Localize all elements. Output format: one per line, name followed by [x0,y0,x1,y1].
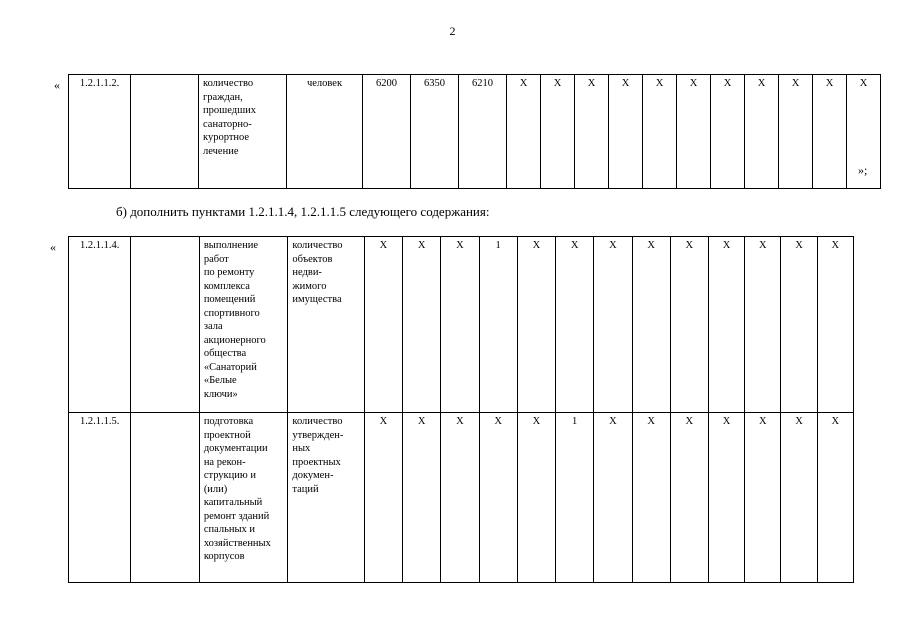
row-value-cell: Х [541,75,575,189]
row-value-cell: Х [711,75,745,189]
row-value-cell: Х [609,75,643,189]
row-blank-cell [131,75,199,189]
table-row [69,237,854,413]
row-name-cell: выполнение работ по ремонту комплекса помещений спортивного зала акционерного общества «Санаторий «Белые ключи» [199,237,288,413]
table-row [69,75,881,189]
row-code-cell: 1.2.1.1.4. [69,237,131,413]
row-value-cell: Х [632,413,670,583]
row-value-cell: Х [643,75,677,189]
row-code-cell: 1.2.1.1.2. [69,75,131,189]
row-value-cell: Х [745,237,781,413]
row-value-cell: Х [670,413,708,583]
close-quote-1: »; [858,163,868,177]
row-value-cell: Х [403,413,441,583]
table-indicators-1 [68,74,881,189]
row-value-cell: 1 [479,237,517,413]
row-blank-cell [131,237,199,413]
open-quote-2: « [50,240,56,254]
row-value-cell: Х [364,413,402,583]
row-unit-cell: человек [287,75,363,189]
row-blank-cell [131,413,199,583]
row-unit-cell: количество утвержден- ных проектных докумен- таций [288,413,364,583]
row-value-cell: Х [632,237,670,413]
row-value-cell: Х [594,237,632,413]
row-value-cell: Х [813,75,847,189]
row-value-cell: Х [745,413,781,583]
row-value-cell: Х [708,413,744,583]
row-value-cell: Х [556,237,594,413]
row-value-cell: Х [575,75,609,189]
row-name-cell: подготовка проектной документации на рекон- струкцию и (или) капитальный ремонт зданий спальных и хозяйственных корпусов [199,413,288,583]
table-row [69,413,854,583]
row-value-cell: Х [479,413,517,583]
row-value-cell: Х [817,413,853,583]
row-value-cell: Х [594,413,632,583]
row-value-cell: Х [364,237,402,413]
row-value-cell: Х [507,75,541,189]
row-value-cell: Х [403,237,441,413]
row-value-cell: Х [745,75,779,189]
amendment-paragraph: б) дополнить пунктами 1.2.1.1.4, 1.2.1.1.5 следующего содержания: [116,204,490,219]
row-value-cell: Х [441,413,479,583]
row-value-cell: 1 [556,413,594,583]
row-name-cell: количество граждан, прошедших санаторно- курортное лечение [199,75,287,189]
row-value-cell: Х [677,75,711,189]
row-unit-cell: количество объектов недви- жимого имущества [288,237,364,413]
row-value-cell: Х [441,237,479,413]
row-value-cell: Х [781,413,817,583]
row-code-cell: 1.2.1.1.5. [69,413,131,583]
row-value-cell: Х [517,413,555,583]
row-value-cell: Х [817,237,853,413]
row-value-cell: 6200 [363,75,411,189]
table-indicators-1-body [69,75,881,189]
open-quote-1: « [54,78,60,92]
page-number: 2 [449,24,456,38]
row-value-cell: Х [670,237,708,413]
row-value-cell: 6350 [411,75,459,189]
row-value-cell: 6210 [459,75,507,189]
table-indicators-2-body [69,237,854,583]
row-value-cell: Х [847,75,881,189]
row-value-cell: Х [779,75,813,189]
table-indicators-2 [68,236,854,583]
row-value-cell: Х [708,237,744,413]
row-value-cell: Х [517,237,555,413]
row-value-cell: Х [781,237,817,413]
